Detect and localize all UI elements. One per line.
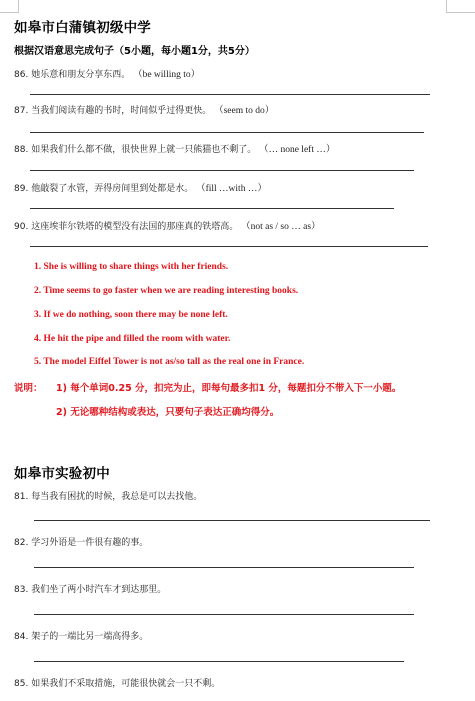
answer-line-86 — [30, 94, 430, 95]
question-83 — [14, 582, 166, 595]
question-number: 84. — [14, 632, 29, 642]
question-hint: （fill …with …） — [196, 184, 267, 194]
answer-line-89 — [30, 208, 394, 209]
question-89 — [14, 180, 267, 194]
question-hint: （seem to do） — [214, 106, 275, 116]
scoring-note-2: 2) 无论哪种结构或表达，只要句子表达正确均得分。 — [56, 407, 280, 418]
answer-1: 1. She is willing to share things with her friends. — [34, 262, 229, 272]
question-hint: （… none left …） — [259, 145, 336, 155]
answer-4: 4. He hit the pipe and filled the room with water. — [34, 334, 231, 344]
question-text: 她乐意和朋友分享东西。 — [31, 70, 131, 80]
question-text: 架子的一端比另一端高得多。 — [31, 632, 149, 642]
question-81 — [14, 489, 202, 502]
answer-line-81 — [34, 520, 430, 521]
answer-line-84 — [34, 661, 404, 662]
answer-line-88 — [30, 170, 414, 171]
question-hint: （not as / so … as） — [241, 222, 321, 232]
question-text: 当我们阅读有趣的书时，时间似乎过得更快。 — [31, 106, 212, 116]
question-text: 每当我有困扰的时候，我总是可以去找他。 — [31, 492, 203, 502]
question-86 — [14, 66, 200, 80]
question-number: 89. — [14, 184, 29, 194]
answer-line-90 — [30, 246, 428, 247]
question-number: 81. — [14, 492, 29, 502]
answer-2: 2. Time seems to go faster when we are reading interesting books. — [34, 286, 299, 296]
answer-5: 5. The model Eiffel Tower is not as/so tall as the real one in France. — [34, 357, 305, 367]
section2-school-title: 如皋市实验初中 — [14, 466, 110, 482]
question-text: 如果我们不采取措施，可能很快就会一只不剩。 — [31, 679, 221, 689]
question-text: 这座埃菲尔铁塔的模型没有法国的那座真的铁塔高。 — [31, 222, 239, 232]
question-number: 82. — [14, 538, 29, 548]
scoring-note-label: 说明： — [14, 383, 43, 394]
question-number: 87. — [14, 106, 29, 116]
question-84 — [14, 629, 148, 642]
question-number: 85. — [14, 679, 29, 689]
question-text: 如果我们什么都不做，很快世界上就一只熊猫也不剩了。 — [31, 145, 257, 155]
crop-mark-right — [446, 0, 475, 13]
answer-3: 3. If we do nothing, soon there may be none left. — [34, 310, 228, 320]
question-number: 90. — [14, 222, 29, 232]
question-number: 83. — [14, 585, 29, 595]
question-82 — [14, 535, 148, 548]
question-hint: （be willing to） — [133, 70, 201, 80]
answer-line-83 — [34, 614, 414, 615]
question-88 — [14, 141, 335, 155]
section1-instruction: 根据汉语意思完成句子（5小题，每小题1分，共5分） — [14, 46, 255, 57]
question-87 — [14, 102, 274, 116]
question-number: 88. — [14, 145, 29, 155]
question-90 — [14, 218, 321, 232]
question-text: 我们坐了两小时汽车才到达那里。 — [31, 585, 167, 595]
answer-line-82 — [34, 567, 414, 568]
question-number: 86. — [14, 70, 29, 80]
answer-line-87 — [30, 132, 424, 133]
crop-mark-left — [0, 0, 19, 13]
question-text: 学习外语是一件很有趣的事。 — [31, 538, 149, 548]
question-text: 他敲裂了水管，弄得房间里到处都是水。 — [31, 184, 194, 194]
section1-school-title: 如皋市白蒲镇初级中学 — [14, 20, 151, 36]
scoring-note-1: 1) 每个单词0.25 分，扣完为止，即每句最多扣1 分，每题扣分不带入下一小题。 — [56, 383, 402, 394]
question-85 — [14, 676, 220, 689]
